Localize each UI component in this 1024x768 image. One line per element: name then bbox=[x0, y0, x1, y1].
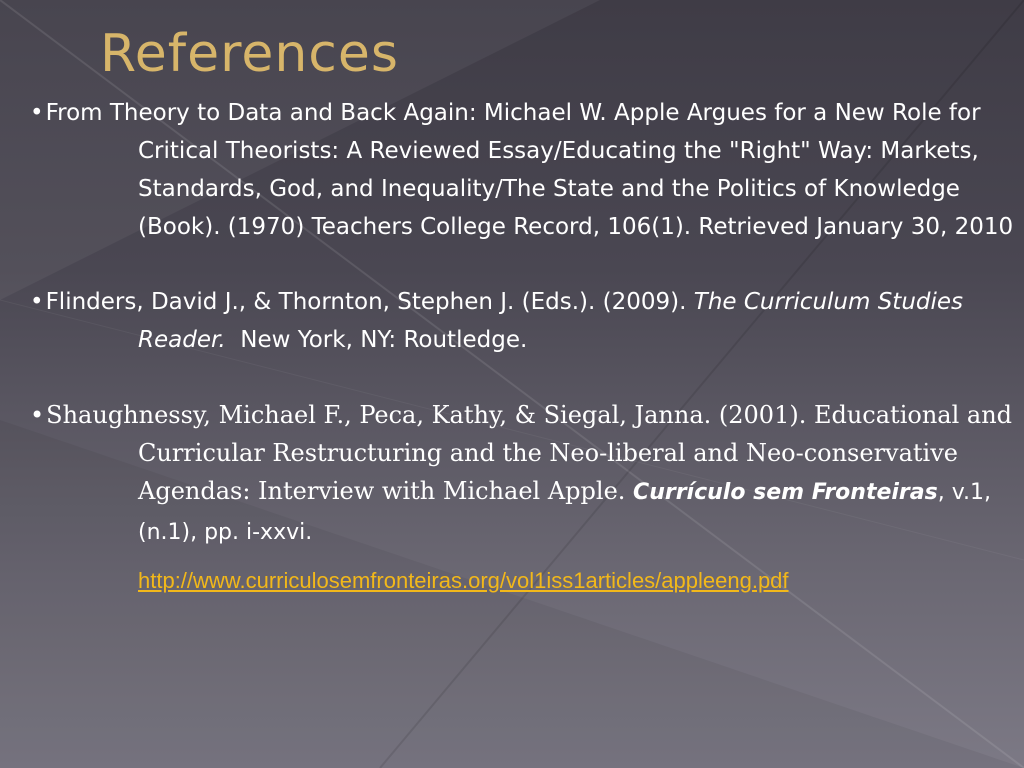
reference-publisher: New York, NY: Routledge. bbox=[225, 327, 528, 353]
bullet-icon: • bbox=[30, 289, 44, 315]
reference-item-3 bbox=[30, 396, 1015, 596]
reference-journal-title bbox=[633, 480, 938, 505]
spacer bbox=[30, 246, 1015, 283]
reference-item-2 bbox=[30, 283, 1015, 359]
reference-url-link[interactable]: http://www.curriculosemfronteiras.org/vol1iss1articles/appleeng.pdf bbox=[138, 568, 789, 593]
reference-details: , v.1, (n.1), pp. i-xxvi. bbox=[138, 480, 991, 545]
references-list bbox=[30, 94, 1015, 596]
reference-journal-title-text: Currículo sem Fronteiras bbox=[633, 480, 938, 505]
bullet-icon: • bbox=[30, 401, 45, 429]
reference-book-title: The Curriculum Studies Reader. bbox=[138, 289, 964, 353]
spacer bbox=[30, 359, 1015, 396]
reference-authors: Flinders, David J., & Thornton, Stephen J. (Eds.). (2009). bbox=[45, 289, 694, 315]
reference-item-1 bbox=[30, 94, 1015, 246]
reference-text: From Theory to Data and Back Again: Michael W. Apple Argues for a New Role for Critical Theorists: A Reviewed Essay/Educating the "Right" Way: Markets, Standards, God, and Inequality/The State and the Politics of Knowledge (Book). (1970) Teachers College Record, 106(1). Retrieved January 30, 2010 bbox=[45, 100, 1014, 240]
bullet-icon: • bbox=[30, 100, 44, 126]
slide-title: References bbox=[100, 24, 399, 84]
reference-text: Shaughnessy, Michael F., Peca, Kathy, & Siegal, Janna. (2001). Educational and Curricular Restructuring and the Neo-liberal and Neo-conservative Agendas: Interview with Michael Apple. bbox=[46, 401, 1013, 505]
